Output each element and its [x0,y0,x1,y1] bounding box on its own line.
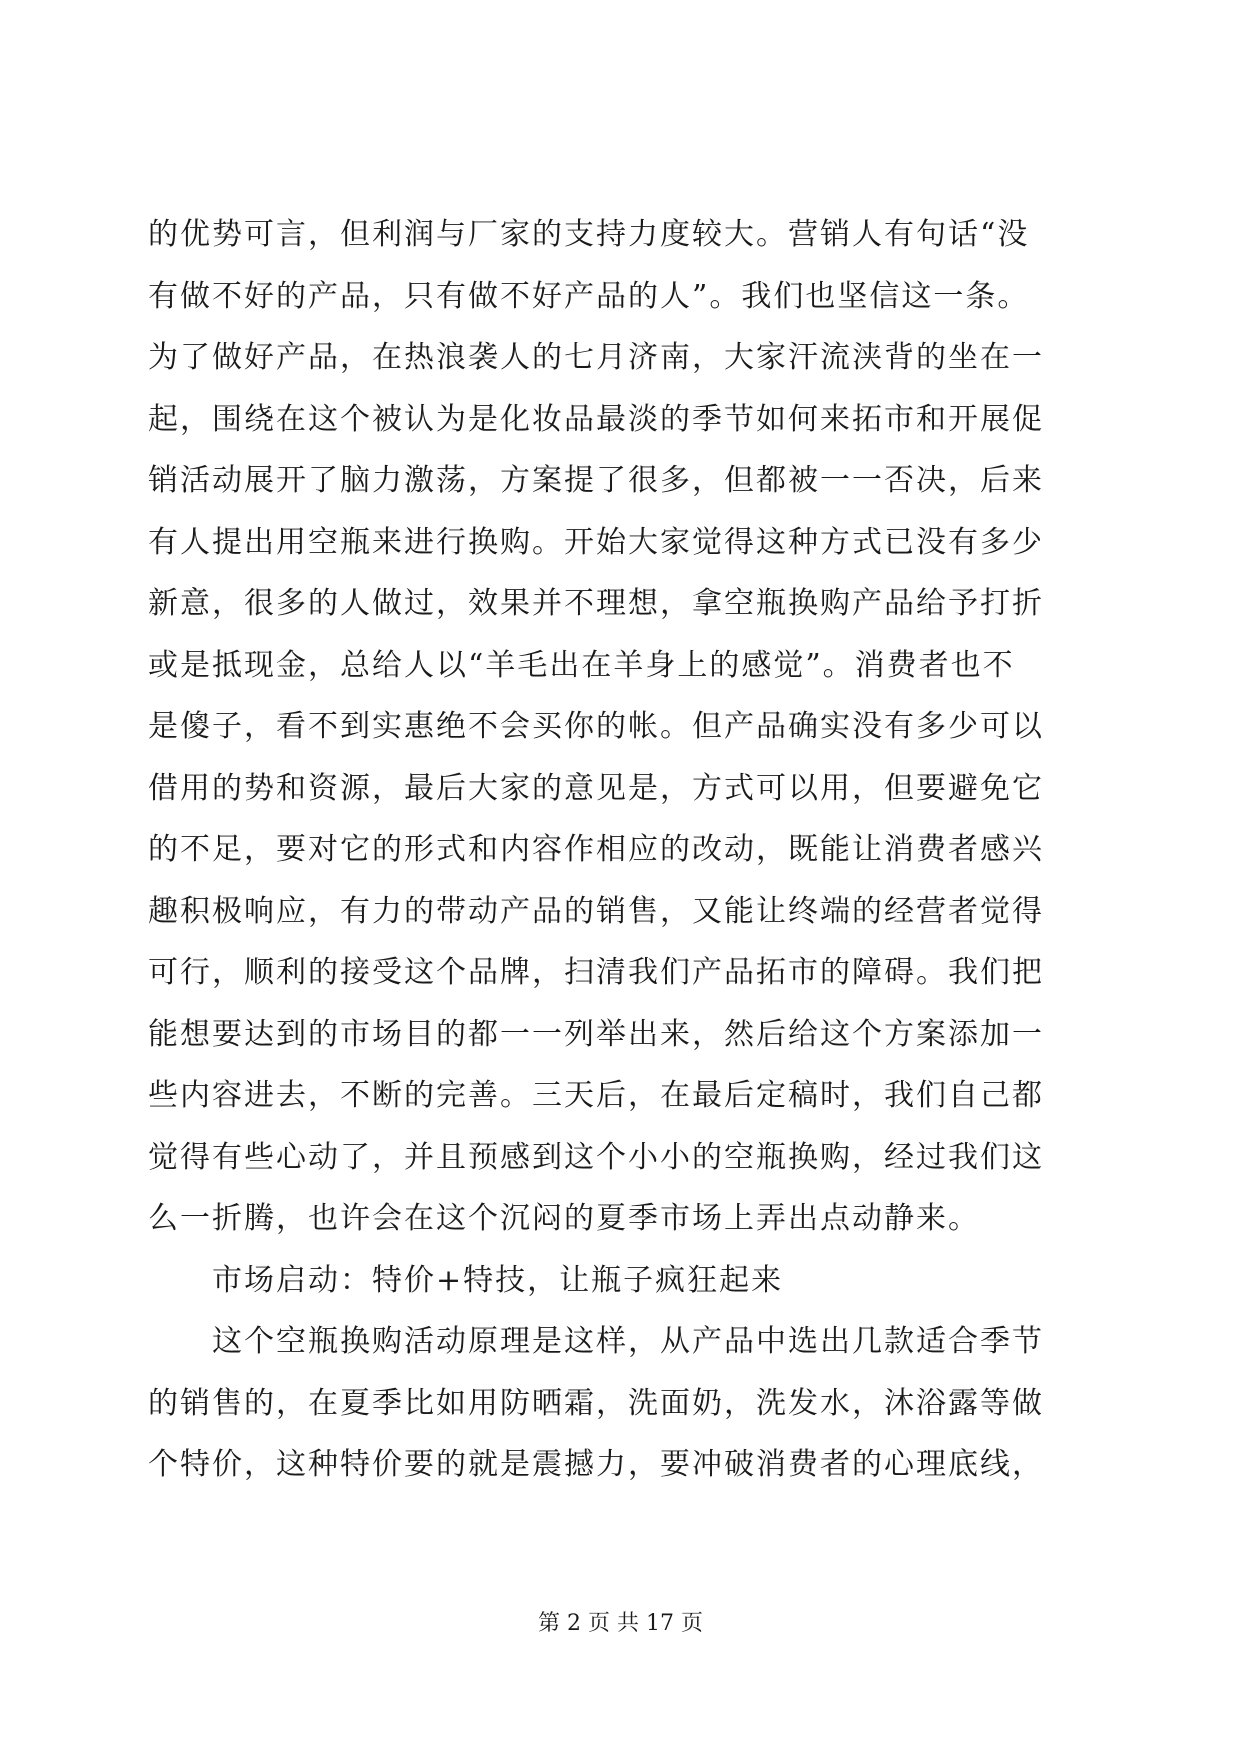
text-line: 起，围绕在这个被认为是化妆品最淡的季节如何来拓市和开展促 [148,401,1044,437]
text-line: 的不足，要对它的形式和内容作相应的改动，既能让消费者感兴 [148,832,1044,867]
text-line: 有人提出用空瓶来进行换购。开始大家觉得这种方式已没有多少 [148,524,1044,560]
text-line: 的销售的，在夏季比如用防晒霜，洗面奶，洗发水，沐浴露等做 [148,1385,1044,1421]
text-line: 个特价，这种特价要的就是震撼力，要冲破消费者的心理底线， [148,1447,1044,1482]
text-line: 些内容进去，不断的完善。三天后，在最后定稿时，我们自己都 [148,1078,1044,1113]
page-number: 第 2 页 共 17 页 [538,1611,703,1636]
document-body [148,204,1108,1496]
text-line: 可行，顺利的接受这个品牌，扫清我们产品拓市的障碍。我们把 [148,955,1044,990]
text-line: 的优势可言，但利润与厂家的支持力度较大。营销人有句话“没 [148,217,1030,252]
text-line: 这个空瓶换购活动原理是这样，从产品中选出几款适合季节 [212,1324,1044,1359]
section-heading: 市场启动：特价+特技，让瓶子疯狂起来 [212,1262,784,1298]
text-line: 是傻子，看不到实惠绝不会买你的帐。但产品确实没有多少可以 [148,709,1044,744]
text-line: 销活动展开了脑力激荡，方案提了很多，但都被一一否决，后来 [148,463,1044,498]
text-line: 借用的势和资源，最后大家的意见是，方式可以用，但要避免它 [148,770,1044,806]
text-line: 或是抵现金，总给人以“羊毛出在羊身上的感觉”。消费者也不 [148,647,1015,683]
text-line: 能想要达到的市场目的都一一列举出来，然后给这个方案添加一 [148,1016,1044,1052]
text-line: 为了做好产品，在热浪袭人的七月济南，大家汗流浃背的坐在一 [148,340,1044,375]
page-footer [0,1606,1241,1637]
text-line: 新意，很多的人做过，效果并不理想，拿空瓶换购产品给予打折 [148,586,1044,621]
text-line: 有做不好的产品，只有做不好产品的人”。我们也坚信这一条。 [148,278,1030,314]
text-line: 觉得有些心动了，并且预感到这个小小的空瓶换购，经过我们这 [148,1139,1044,1175]
text-line: 么一折腾，也许会在这个沉闷的夏季市场上弄出点动静来。 [148,1201,980,1236]
text-line: 趣积极响应，有力的带动产品的销售，又能让终端的经营者觉得 [148,893,1044,929]
